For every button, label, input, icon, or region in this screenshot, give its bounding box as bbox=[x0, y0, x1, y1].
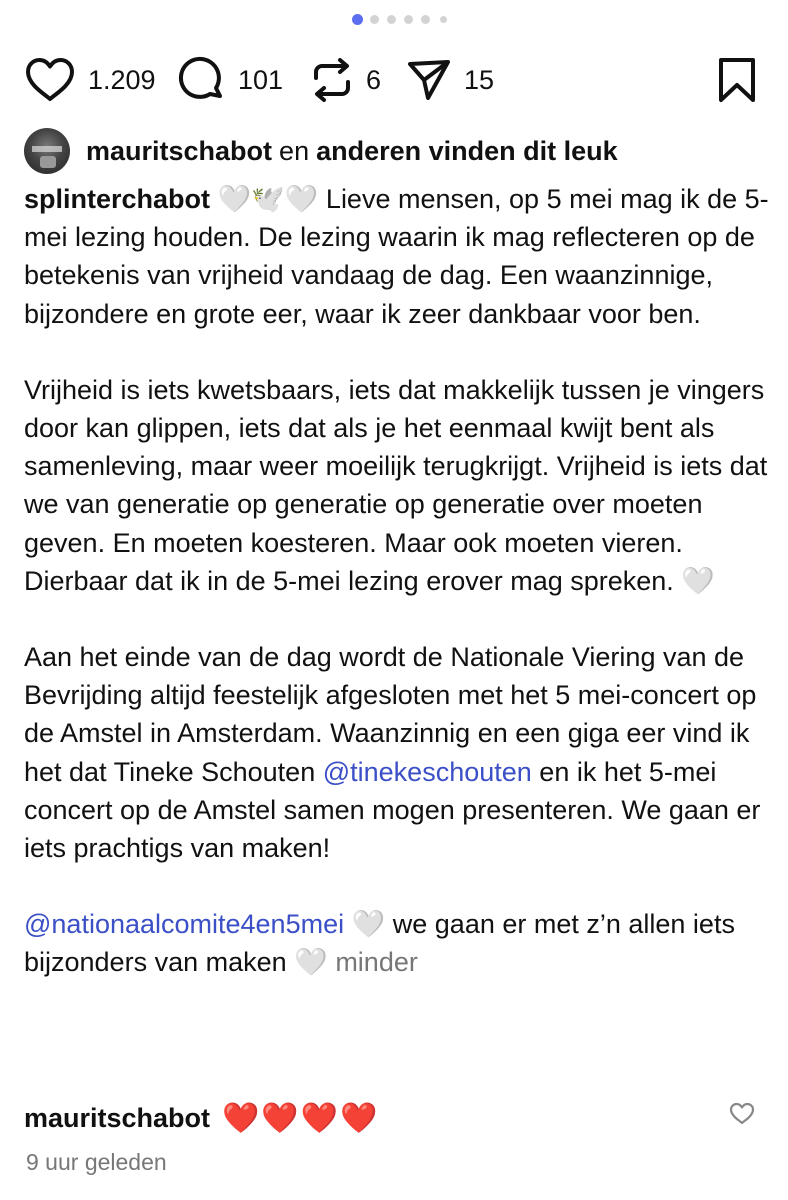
caption-paragraph-2: Vrijheid is iets kwetsbaars, iets dat makkelijk tussen je vingers door kan glippen, iets dat als je het eenmaal kwijt bent als samenleving, maar weer moeilijk terugkrijgt. Vrijheid is iets dat we van generatie op generatie op generatie over moeten geven. En moeten koesteren. Maar ook moeten vieren. Dierbaar dat ik in de 5-mei lezing erover mag spreken. bbox=[24, 374, 768, 596]
comment-bubble-icon bbox=[178, 56, 226, 104]
comment-row bbox=[24, 1096, 764, 1140]
share-button[interactable] bbox=[406, 52, 494, 108]
white-heart-emoji: 🤍 bbox=[294, 947, 328, 978]
liked-by-row[interactable] bbox=[24, 127, 618, 175]
carousel-dot bbox=[387, 15, 396, 24]
comment-count: 101 bbox=[238, 64, 284, 95]
carousel-dot bbox=[440, 16, 447, 23]
avatar[interactable] bbox=[24, 128, 70, 174]
caption-paragraph-3-start: Aan het einde van de dag wordt de Nationale Viering van de Bevrijding altijd feestelijk afgesloten met het 5 mei-concert op de Amstel in Amsterdam. Waanzinnig en een giga eer vind ik het dat Tineke Schouten bbox=[24, 642, 757, 787]
bookmark-icon bbox=[716, 56, 758, 104]
caption-author[interactable]: splinterchabot bbox=[24, 184, 211, 214]
emoji-hearts-dove: 🤍🕊️🤍 bbox=[217, 184, 319, 214]
carousel-indicator bbox=[0, 14, 788, 26]
carousel-dot-active bbox=[352, 14, 363, 25]
carousel-dot bbox=[370, 15, 379, 24]
share-count: 15 bbox=[464, 64, 495, 95]
send-icon bbox=[406, 56, 452, 104]
save-button[interactable] bbox=[716, 52, 758, 108]
mention-tinekeschouten[interactable]: @tinekeschouten bbox=[322, 756, 532, 787]
liked-by-connector: en bbox=[279, 135, 310, 166]
white-heart-emoji: 🤍 bbox=[351, 909, 386, 940]
comment-text: ❤️❤️❤️❤️ bbox=[222, 1101, 380, 1135]
heart-icon bbox=[24, 57, 76, 103]
heart-icon bbox=[729, 1102, 755, 1126]
like-count: 1.209 bbox=[88, 64, 156, 95]
post-caption bbox=[24, 180, 769, 982]
action-bar bbox=[0, 52, 788, 108]
less-link[interactable]: minder bbox=[335, 947, 418, 978]
comment-button[interactable] bbox=[178, 52, 283, 108]
mention-nationaalcomite[interactable]: @nationaalcomite4en5mei bbox=[24, 909, 345, 940]
carousel-dot bbox=[421, 15, 430, 24]
comment-user[interactable]: mauritschabot bbox=[24, 1102, 211, 1133]
comment-like-button[interactable] bbox=[729, 1102, 755, 1131]
caption-paragraph-3-end: en ik het 5-mei concert op de Amstel samen mogen presenteren. We gaan er iets prachtigs van maken! bbox=[24, 756, 761, 864]
repost-icon bbox=[310, 56, 354, 104]
caption-paragraph-1: Lieve mensen, op 5 mei mag ik de 5-mei lezing houden. De lezing waarin ik mag reflecteren op de betekenis van vrijheid vandaag de dag. Een waanzinnige, bijzondere en grote eer, waar ik zeer dankbaar voor ben. bbox=[24, 184, 769, 329]
carousel-dot bbox=[404, 15, 413, 24]
repost-button[interactable] bbox=[310, 52, 381, 108]
repost-count: 6 bbox=[366, 64, 382, 95]
liked-by-user[interactable]: mauritschabot bbox=[86, 135, 273, 166]
post-timestamp: 9 uur geleden bbox=[26, 1149, 167, 1175]
like-button[interactable] bbox=[24, 52, 156, 108]
white-heart-emoji: 🤍 bbox=[681, 565, 715, 596]
liked-by-others[interactable]: anderen vinden dit leuk bbox=[316, 135, 618, 166]
caption-paragraph-4: we gaan er met z’n allen iets bijzonders van maken bbox=[24, 909, 735, 978]
